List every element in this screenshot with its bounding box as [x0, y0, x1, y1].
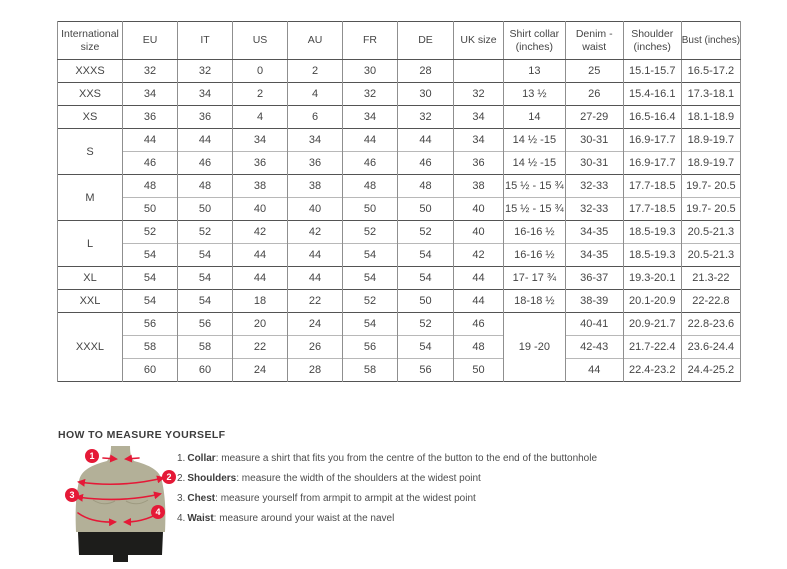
header-row — [58, 22, 741, 60]
mannequin-svg — [64, 445, 177, 564]
size-cell: 16-16 ½ — [504, 244, 566, 267]
table-row — [58, 290, 741, 313]
size-cell: 54 — [343, 244, 398, 267]
column-header: AU — [288, 22, 343, 60]
size-cell: 40-41 — [565, 313, 623, 336]
size-group-label: XXL — [58, 290, 123, 313]
size-cell: 28 — [288, 359, 343, 382]
size-cell: 48 — [343, 175, 398, 198]
size-cell: 20 — [233, 313, 288, 336]
table-row — [58, 313, 741, 336]
measure-step-term: Chest — [187, 493, 216, 504]
measure-step-number: 1. — [177, 453, 186, 464]
size-cell: 16.9-17.7 — [623, 129, 681, 152]
size-cell: 17.3-18.1 — [681, 83, 740, 106]
column-header: Bust (inches) — [681, 22, 740, 60]
size-cell: 19.7- 20.5 — [681, 175, 740, 198]
table-row — [58, 83, 741, 106]
size-cell: 54 — [178, 290, 233, 313]
size-group-label: M — [58, 175, 123, 221]
size-group-label: XS — [58, 106, 123, 129]
size-cell: 22 — [288, 290, 343, 313]
badge-number: 4 — [155, 507, 161, 518]
size-cell: 44 — [454, 267, 504, 290]
size-cell: 28 — [398, 60, 454, 83]
size-cell: 40 — [454, 198, 504, 221]
size-cell: 16.5-16.4 — [623, 106, 681, 129]
size-cell: 44 — [398, 129, 454, 152]
size-cell: 50 — [343, 198, 398, 221]
measure-step-text: : measure yourself from armpit to armpit at the widest point — [215, 493, 476, 504]
size-cell: 54 — [123, 267, 178, 290]
size-cell: 40 — [233, 198, 288, 221]
size-cell: 14 ½ -15 — [504, 129, 566, 152]
table-row — [58, 106, 741, 129]
size-cell: 54 — [398, 336, 454, 359]
size-cell: 4 — [233, 106, 288, 129]
size-cell: 60 — [178, 359, 233, 382]
table-row — [58, 359, 741, 382]
size-cell: 54 — [178, 244, 233, 267]
size-cell: 50 — [398, 290, 454, 313]
size-cell: 58 — [123, 336, 178, 359]
size-group-label: S — [58, 129, 123, 175]
column-header: UK size — [454, 22, 504, 60]
size-cell: 18.9-19.7 — [681, 129, 740, 152]
measure-step — [177, 453, 597, 465]
size-cell: 34 — [454, 106, 504, 129]
size-cell: 15 ½ - 15 ¾ — [504, 175, 566, 198]
size-group-label: XXXL — [58, 313, 123, 382]
table-row — [58, 129, 741, 152]
table-row — [58, 198, 741, 221]
size-cell: 15.4-16.1 — [623, 83, 681, 106]
size-cell: 18-18 ½ — [504, 290, 566, 313]
size-cell: 48 — [123, 175, 178, 198]
size-cell: 34 — [178, 83, 233, 106]
size-cell: 18 — [233, 290, 288, 313]
measure-step — [177, 473, 597, 485]
size-cell: 44 — [565, 359, 623, 382]
measure-step-term: Shoulders — [187, 473, 237, 484]
size-cell: 48 — [178, 175, 233, 198]
size-group-label: L — [58, 221, 123, 267]
measure-step — [177, 493, 597, 505]
size-cell: 52 — [343, 290, 398, 313]
size-cell: 32 — [123, 60, 178, 83]
size-cell: 42 — [288, 221, 343, 244]
size-cell: 2 — [288, 60, 343, 83]
size-cell: 54 — [398, 244, 454, 267]
size-cell: 4 — [288, 83, 343, 106]
column-header: DE — [398, 22, 454, 60]
size-cell: 16.5-17.2 — [681, 60, 740, 83]
size-cell — [454, 60, 504, 83]
measure-guide-title: HOW TO MEASURE YOURSELF — [58, 429, 226, 441]
size-cell: 24 — [233, 359, 288, 382]
size-cell: 0 — [233, 60, 288, 83]
size-cell: 46 — [343, 152, 398, 175]
measure-steps-list — [177, 445, 597, 564]
size-cell: 46 — [398, 152, 454, 175]
column-header: EU — [123, 22, 178, 60]
size-cell: 17.7-18.5 — [623, 198, 681, 221]
size-cell: 56 — [123, 313, 178, 336]
size-cell: 58 — [178, 336, 233, 359]
size-cell: 50 — [123, 198, 178, 221]
size-cell: 26 — [565, 83, 623, 106]
mannequin-illustration — [64, 445, 177, 564]
size-cell: 36 — [233, 152, 288, 175]
size-cell: 48 — [454, 336, 504, 359]
measure-step-term: Waist — [187, 513, 214, 524]
badge-number: 1 — [89, 451, 95, 462]
table-row — [58, 244, 741, 267]
size-cell: 52 — [343, 221, 398, 244]
size-cell: 18.9-19.7 — [681, 152, 740, 175]
size-cell: 15 ½ - 15 ¾ — [504, 198, 566, 221]
size-cell: 30 — [398, 83, 454, 106]
size-cell: 34-35 — [565, 221, 623, 244]
measure-step-term: Collar — [187, 453, 216, 464]
size-cell: 52 — [398, 221, 454, 244]
size-cell: 18.5-19.3 — [623, 244, 681, 267]
size-cell: 40 — [288, 198, 343, 221]
size-cell: 54 — [343, 267, 398, 290]
size-cell: 58 — [343, 359, 398, 382]
size-cell: 44 — [343, 129, 398, 152]
size-cell: 54 — [178, 267, 233, 290]
size-cell: 19 -20 — [504, 313, 566, 382]
measure-guide-section — [58, 429, 678, 564]
column-header: Shoulder (inches) — [623, 22, 681, 60]
size-cell: 44 — [454, 290, 504, 313]
collar-arrow — [126, 458, 139, 459]
size-cell: 36 — [123, 106, 178, 129]
column-header: International size — [58, 22, 123, 60]
size-cell: 38-39 — [565, 290, 623, 313]
size-cell: 22.4-23.2 — [623, 359, 681, 382]
size-cell: 19.3-20.1 — [623, 267, 681, 290]
size-cell: 50 — [398, 198, 454, 221]
size-cell: 42 — [233, 221, 288, 244]
size-cell: 54 — [123, 290, 178, 313]
size-cell: 24 — [288, 313, 343, 336]
badge-number: 3 — [69, 490, 75, 501]
size-cell: 17- 17 ¾ — [504, 267, 566, 290]
size-cell: 18.5-19.3 — [623, 221, 681, 244]
size-cell: 15.1-15.7 — [623, 60, 681, 83]
size-cell: 42-43 — [565, 336, 623, 359]
size-cell: 44 — [233, 267, 288, 290]
size-cell: 60 — [123, 359, 178, 382]
size-cell: 27-29 — [565, 106, 623, 129]
size-cell: 36 — [454, 152, 504, 175]
measure-guide-body — [58, 445, 678, 564]
size-cell: 14 ½ -15 — [504, 152, 566, 175]
size-cell: 54 — [398, 267, 454, 290]
size-cell: 34 — [123, 83, 178, 106]
size-group-label: XXXS — [58, 60, 123, 83]
column-header: IT — [178, 22, 233, 60]
size-cell: 56 — [398, 359, 454, 382]
size-cell: 48 — [398, 175, 454, 198]
table-row — [58, 221, 741, 244]
size-cell: 20.5-21.3 — [681, 221, 740, 244]
size-cell: 52 — [398, 313, 454, 336]
size-cell: 21.7-22.4 — [623, 336, 681, 359]
measure-step-number: 4. — [177, 513, 186, 524]
size-cell: 32 — [398, 106, 454, 129]
size-cell: 34 — [343, 106, 398, 129]
size-cell: 50 — [178, 198, 233, 221]
size-cell: 34 — [288, 129, 343, 152]
size-cell: 46 — [123, 152, 178, 175]
size-cell: 44 — [123, 129, 178, 152]
table-row — [58, 336, 741, 359]
size-cell: 56 — [178, 313, 233, 336]
size-cell: 16.9-17.7 — [623, 152, 681, 175]
measure-step-number: 2. — [177, 473, 186, 484]
size-cell: 24.4-25.2 — [681, 359, 740, 382]
measure-step — [177, 513, 597, 525]
size-cell: 46 — [454, 313, 504, 336]
size-cell: 30 — [343, 60, 398, 83]
size-cell: 54 — [343, 313, 398, 336]
size-cell: 38 — [454, 175, 504, 198]
badge-number: 2 — [166, 472, 172, 483]
column-header: US — [233, 22, 288, 60]
size-cell: 14 — [504, 106, 566, 129]
size-cell: 30-31 — [565, 129, 623, 152]
size-cell: 46 — [178, 152, 233, 175]
column-header: Shirt collar (inches) — [504, 22, 566, 60]
size-cell: 56 — [343, 336, 398, 359]
size-cell: 54 — [123, 244, 178, 267]
size-cell: 38 — [288, 175, 343, 198]
shorts-shape — [78, 532, 163, 562]
measure-step-text: : measure the width of the shoulders at the widest point — [236, 473, 481, 484]
size-cell: 44 — [288, 244, 343, 267]
size-cell: 20.1-20.9 — [623, 290, 681, 313]
size-cell: 13 ½ — [504, 83, 566, 106]
size-cell: 32 — [343, 83, 398, 106]
measure-step-number: 3. — [177, 493, 186, 504]
size-cell: 34 — [233, 129, 288, 152]
table-row — [58, 60, 741, 83]
size-cell: 20.5-21.3 — [681, 244, 740, 267]
table-row — [58, 152, 741, 175]
size-cell: 2 — [233, 83, 288, 106]
column-header: FR — [343, 22, 398, 60]
size-cell: 42 — [454, 244, 504, 267]
size-cell: 52 — [178, 221, 233, 244]
size-group-label: XL — [58, 267, 123, 290]
size-chart-table — [57, 21, 741, 382]
size-cell: 32-33 — [565, 175, 623, 198]
size-cell: 32 — [178, 60, 233, 83]
size-cell: 13 — [504, 60, 566, 83]
collar-arrow — [103, 458, 116, 459]
size-cell: 44 — [233, 244, 288, 267]
size-cell: 6 — [288, 106, 343, 129]
size-cell: 22-22.8 — [681, 290, 740, 313]
column-header: Denim - waist — [565, 22, 623, 60]
size-cell: 44 — [178, 129, 233, 152]
size-cell: 20.9-21.7 — [623, 313, 681, 336]
size-cell: 32-33 — [565, 198, 623, 221]
size-cell: 38 — [233, 175, 288, 198]
measure-step-text: : measure a shirt that fits you from the centre of the button to the end of the buttonhole — [215, 453, 598, 464]
size-cell: 25 — [565, 60, 623, 83]
size-cell: 40 — [454, 221, 504, 244]
size-cell: 34 — [454, 129, 504, 152]
size-cell: 36 — [178, 106, 233, 129]
size-cell: 36 — [288, 152, 343, 175]
measure-step-text: : measure around your waist at the navel — [213, 513, 395, 524]
table-row — [58, 267, 741, 290]
size-cell: 32 — [454, 83, 504, 106]
size-cell: 18.1-18.9 — [681, 106, 740, 129]
size-group-label: XXS — [58, 83, 123, 106]
size-cell: 50 — [454, 359, 504, 382]
size-cell: 16-16 ½ — [504, 221, 566, 244]
size-cell: 36-37 — [565, 267, 623, 290]
size-cell: 34-35 — [565, 244, 623, 267]
size-cell: 52 — [123, 221, 178, 244]
size-cell: 26 — [288, 336, 343, 359]
size-cell: 19.7- 20.5 — [681, 198, 740, 221]
size-cell: 23.6-24.4 — [681, 336, 740, 359]
size-cell: 17.7-18.5 — [623, 175, 681, 198]
size-cell: 22.8-23.6 — [681, 313, 740, 336]
size-cell: 44 — [288, 267, 343, 290]
table-row — [58, 175, 741, 198]
size-cell: 30-31 — [565, 152, 623, 175]
size-cell: 21.3-22 — [681, 267, 740, 290]
size-cell: 22 — [233, 336, 288, 359]
